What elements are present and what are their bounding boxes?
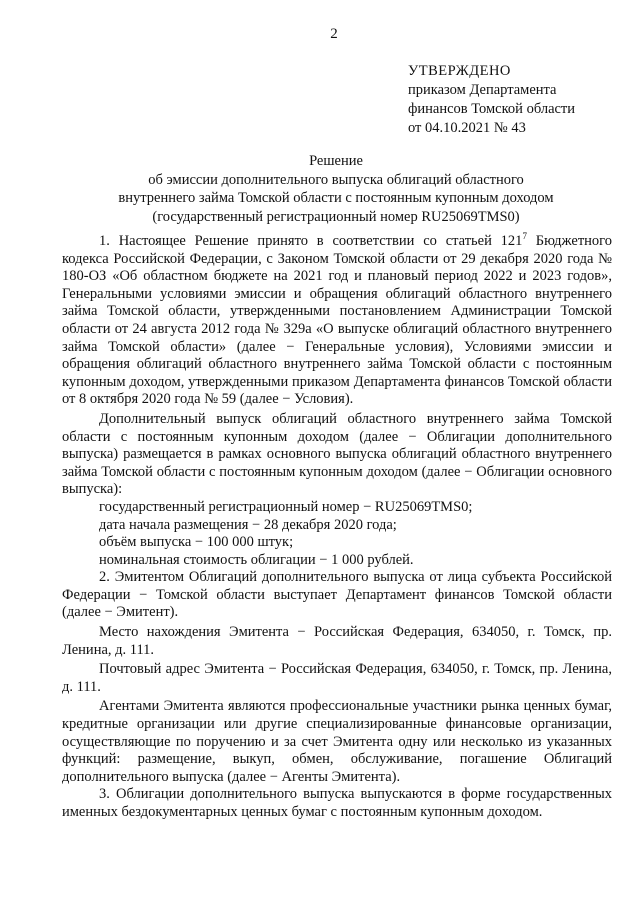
document-title	[60, 152, 612, 226]
title-line: внутреннего займа Томской области с постоянным купонным доходом	[118, 190, 554, 206]
article-superscript: 7	[522, 231, 527, 242]
paragraph-2-3: Почтовый адрес Эмитента − Российская Федерация, 634050, г. Томск, пр. Ленина, д. 111.	[62, 661, 612, 695]
approval-stamp	[408, 62, 575, 138]
approval-line: финансов Томской области	[408, 101, 576, 117]
paragraph-1-1-start: 1. Настоящее Решение принято в соответствии со статьей 121	[99, 233, 523, 249]
title-heading: Решение	[309, 153, 363, 169]
paragraph-1-1	[62, 233, 612, 409]
page-number: 2	[330, 26, 338, 42]
list-item: номинальная стоимость облигации − 1 000 рублей.	[99, 551, 414, 568]
title-line: об эмиссии дополнительного выпуска облигаций областного	[148, 171, 524, 188]
paragraph-2-4: Агентами Эмитента являются профессиональные участники рынка ценных бумаг, кредитные организации или другие специализированные финансовые организации, осуществляющие по поручению и за счет Эмитента одну или несколько из указанных функций: размещение, выкуп, обмен, обслуживание, погашение Облигаций дополнительного выпуска (далее − Агенты Эмитента).	[62, 698, 612, 785]
document-body	[62, 233, 612, 822]
approval-date: от 04.10.2021 № 43	[408, 120, 526, 136]
approval-line: приказом Департамента	[408, 82, 557, 98]
list-item: объём выпуска − 100 000 штук;	[99, 534, 294, 551]
list-item: дата начала размещения − 28 декабря 2020 года;	[99, 516, 397, 533]
paragraph-1-2: Дополнительный выпуск облигаций областного внутреннего займа Томской области с постоянным купонным доходом (далее − Облигации дополнительного выпуска) размещается в рамках основного выпуска облигаций областного внутреннего займа Томской области с постоянным купонным доходом (далее − Облигации основного выпуска):	[62, 410, 612, 498]
title-line: (государственный регистрационный номер RU25069TMS0)	[152, 208, 520, 225]
approval-heading: УТВЕРЖДЕНО	[408, 63, 511, 79]
paragraph-2-1: 2. Эмитентом Облигаций дополнительного выпуска от лица субъекта Российской Федерации − Томской области выступает Департамент финансов Томской области (далее − Эмитент).	[62, 569, 612, 621]
paragraph-3-1: 3. Облигации дополнительного выпуска выпускаются в форме государственных именных бездокументарных ценных бумаг с постоянным купонным доходом.	[62, 786, 612, 820]
paragraph-2-2: Место нахождения Эмитента − Российская Федерация, 634050, г. Томск, пр. Ленина, д. 111.	[62, 624, 612, 658]
paragraph-1-1-rest: Бюджетного кодекса Российской Федерации, с Законом Томской области от 29 декабря 2020 года № 180-ОЗ «Об областном бюджете на 2021 год и плановый период 2022 и 2023 годов», Генеральными условиями эмиссии и обращения облигаций областного внутреннего займа Томской области, утвержденными постановлением Администрации Томской области от 24 августа 2012 года № 329а «О выпуске облигаций областного внутреннего займа Томской области» (далее − Генеральные условия), Условиями эмиссии и обращения облигаций областного внутреннего займа Томской области с постоянным купонным доходом, утвержденными приказом Департамента финансов Томской области от 8 октября 2020 года № 59 (далее − Условия).	[62, 233, 613, 408]
list-item: государственный регистрационный номер − RU25069TMS0;	[99, 498, 473, 515]
